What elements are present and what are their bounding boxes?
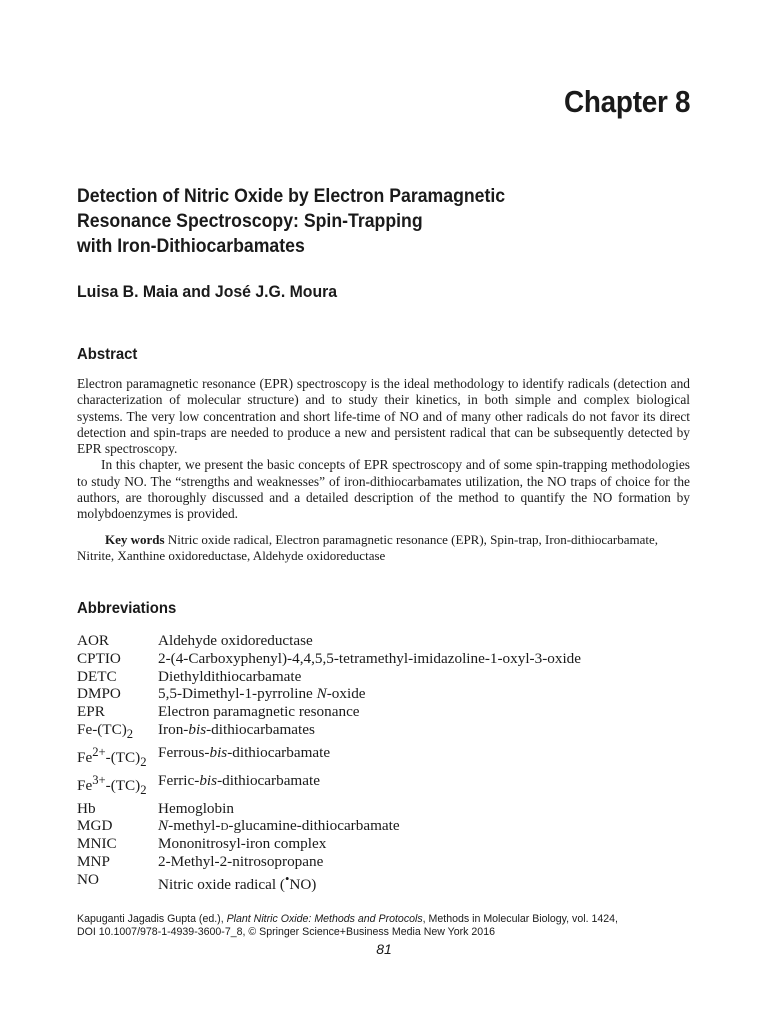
abbreviation-row xyxy=(77,800,697,818)
abbreviation-definition: 2-(4-Carboxyphenyl)-4,4,5,5-tetramethyl-imidazoline-1-oxyl-3-oxide xyxy=(158,649,582,667)
abbreviation-term: MNIC xyxy=(77,835,117,853)
keywords xyxy=(77,532,690,565)
abbreviation-row xyxy=(77,668,697,686)
abbreviation-definition: Ferric-bis-dithiocarbamate xyxy=(158,771,320,789)
abbreviation-row xyxy=(77,632,697,650)
title-line: with Iron-Dithiocarbamates xyxy=(77,236,305,257)
abbreviation-row xyxy=(77,817,697,835)
abbreviation-term: MGD xyxy=(77,817,113,835)
abbreviation-term: $Fe-(TC)_2$ xyxy=(77,720,134,742)
abstract-paragraph: In this chapter, we present the basic concepts of EPR spectroscopy and of some spin-trapping methodologies to study NO. The “strengths and weaknesses” of iron-dithiocarbamates utilization, the NO traps of choice for the authors, are thoroughly discussed and a detailed description of the method to quantify the NO formation by molybdoenzymes is provided. xyxy=(77,457,690,522)
abbreviation-row xyxy=(77,703,697,721)
citation-footer xyxy=(77,913,717,940)
title-line: Detection of Nitric Oxide by Electron Paramagnetic xyxy=(77,186,506,207)
abbreviations-heading: Abbreviations xyxy=(77,600,177,617)
abbreviation-term: EPR xyxy=(77,703,105,721)
abbreviation-row xyxy=(77,835,697,853)
page-number: 81 xyxy=(376,941,392,957)
abbreviation-term: MNP xyxy=(77,852,110,870)
abbreviation-row xyxy=(77,853,697,871)
abstract-paragraph: Electron paramagnetic resonance (EPR) spectroscopy is the ideal methodology to identify radicals (detection and characterization of molecular structure) and to study their kinetics, in both simple and complex biological systems. The very low concentration and short life-time of NO and of many other radicals do not favor its direct detection and spin-traps are needed to produce a new and persistent radical that can be subsequently detected by EPR spectroscopy. xyxy=(77,376,690,457)
citation-line: Kapuganti Jagadis Gupta (ed.), Plant Nitric Oxide: Methods and Protocols, Methods in Molecular Biology, vol. 1424, xyxy=(77,913,618,925)
abbreviation-definition: Ferrous-bis-dithiocarbamate xyxy=(158,743,331,761)
abbreviation-term: $Fe^{2+}-(TC)_2$ xyxy=(77,744,147,769)
abbreviation-definition: Iron-bis-dithiocarbamates xyxy=(158,720,315,738)
keywords-label: Key words xyxy=(105,532,165,547)
abbreviation-term: CPTIO xyxy=(77,649,121,667)
abbreviation-row xyxy=(77,650,697,668)
abbreviation-definition: 2-Methyl-2-nitrosopropane xyxy=(158,852,324,870)
abbreviation-term: DETC xyxy=(77,667,117,685)
abbreviation-row xyxy=(77,744,697,772)
abbreviation-definition: Electron paramagnetic resonance xyxy=(158,703,360,721)
citation-doi: DOI 10.1007/978-1-4939-3600-7_8, © Springer Science+Business Media New York 2016 xyxy=(77,926,495,939)
abbreviation-term: $Fe^{3+}-(TC)_2$ xyxy=(77,772,147,797)
abbreviations-list xyxy=(77,632,697,894)
abbreviation-row xyxy=(77,685,697,703)
abbreviation-row xyxy=(77,871,697,894)
abbreviation-definition: Mononitrosyl-iron complex xyxy=(158,835,327,853)
abbreviation-definition: Hemoglobin xyxy=(158,799,234,817)
abbreviation-definition: Aldehyde oxidoreductase xyxy=(158,632,313,649)
abbreviation-row xyxy=(77,772,697,800)
title-line: Resonance Spectroscopy: Spin-Trapping xyxy=(77,211,423,232)
chapter-title xyxy=(77,184,672,259)
keywords-text: Nitric oxide radical, Electron paramagnetic resonance (EPR), Spin-trap, Iron-dithiocarbamate, Nitrite, Xanthine oxidoreductase, Aldehyde oxidoreductase xyxy=(77,532,659,564)
abbreviation-term: AOR xyxy=(77,632,110,649)
abbreviation-row xyxy=(77,721,697,744)
abbreviation-definition: N-methyl-d-glucamine-dithiocarbamate xyxy=(158,817,400,835)
abbreviation-definition: 5,5-Dimethyl-1-pyrroline N-oxide xyxy=(158,685,366,703)
chapter-label: Chapter 8 xyxy=(563,84,690,119)
abstract-body xyxy=(77,376,690,523)
abbreviation-term: Hb xyxy=(77,799,96,817)
abbreviation-term: NO xyxy=(77,870,99,888)
abstract-heading: Abstract xyxy=(77,346,138,363)
authors: Luisa B. Maia and José J.G. Moura xyxy=(77,282,338,301)
abbreviation-definition: Nitric oxide radical (•NO) xyxy=(158,871,317,893)
abbreviation-definition: Diethyldithiocarbamate xyxy=(158,667,302,685)
abbreviation-term: DMPO xyxy=(77,685,121,703)
